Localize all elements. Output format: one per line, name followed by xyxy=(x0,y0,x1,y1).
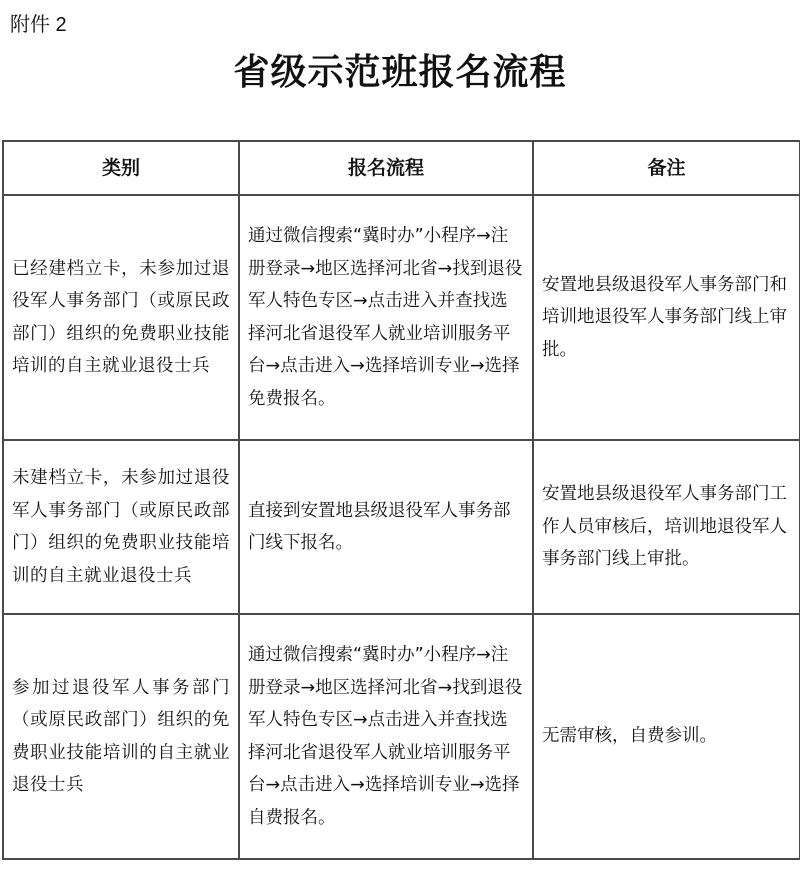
document-title: 省级示范班报名流程 xyxy=(233,51,567,93)
category-cell: 参加过退役军人事务部门（或原民政部门）组织的免费职业技能培训的自主就业退役士兵 xyxy=(3,614,239,859)
process-cell: 通过微信搜索“冀时办”小程序→注册登录→地区选择河北省→找到退役军人特色专区→点击进入并查找选择河北省退役军人就业培训服务平台→点击进入→选择培训专业→选择免费报名。 xyxy=(239,195,533,440)
column-header-category: 类别 xyxy=(3,141,239,195)
table-header-row xyxy=(3,141,800,195)
category-cell: 已经建档立卡，未参加过退役军人事务部门（或原民政部门）组织的免费职业技能培训的自主就业退役士兵 xyxy=(3,195,239,440)
attachment-label: 附件 2 xyxy=(10,14,67,36)
process-cell: 通过微信搜索“冀时办”小程序→注册登录→地区选择河北省→找到退役军人特色专区→点击进入并查找选择河北省退役军人就业培训服务平台→点击进入→选择培训专业→选择自费报名。 xyxy=(239,614,533,859)
column-header-note: 备注 xyxy=(533,141,800,195)
note-cell: 无需审核，自费参训。 xyxy=(533,614,800,859)
process-cell: 直接到安置地县级退役军人事务部门线下报名。 xyxy=(239,440,533,614)
column-header-process: 报名流程 xyxy=(239,141,533,195)
note-cell: 安置地县级退役军人事务部门工作人员审核后，培训地退役军人事务部门线上审批。 xyxy=(533,440,800,614)
registration-process-table xyxy=(2,140,800,860)
table-row xyxy=(3,614,800,859)
table-row xyxy=(3,440,800,614)
table-row xyxy=(3,195,800,440)
note-cell: 安置地县级退役军人事务部门和培训地退役军人事务部门线上审批。 xyxy=(533,195,800,440)
category-cell: 未建档立卡，未参加过退役军人事务部门（或原民政部门）组织的免费职业技能培训的自主就业退役士兵 xyxy=(3,440,239,614)
